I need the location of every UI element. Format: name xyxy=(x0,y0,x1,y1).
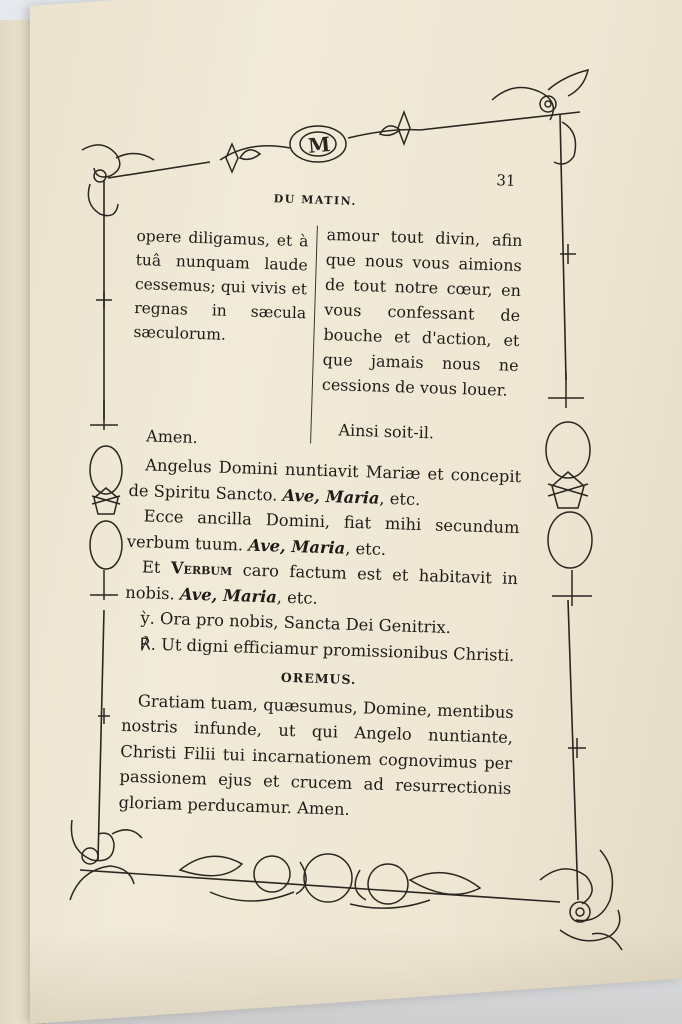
latin-column-text: opere diligamus, et à tuâ nunquam laude cessemus; qui vivis et regnas in sæcula sæculorum. xyxy=(133,226,309,344)
frame-left-rule xyxy=(98,180,104,860)
left-side-ornament xyxy=(90,292,122,724)
verbum-smallcaps: Verbum xyxy=(170,558,233,580)
angelus-verse-3-text-b: caro factum est et habitavit in nobis. xyxy=(125,560,519,604)
angelus-verse-3-text-a: Et xyxy=(141,557,172,578)
etc-2: , etc. xyxy=(344,538,387,559)
ave-maria-1: Ave, Maria xyxy=(282,485,380,508)
right-side-ornament xyxy=(546,244,592,758)
svg-text:M: M xyxy=(307,131,332,158)
closing-prayer: Gratiam tuam, quæsumus, Domine, mentibus nostris infunde, ut qui Angelo nuntiante, Christi Filii tui incarnationem cognovimus per passionem ejus et crucem ad resurrectionis gloriam perducamur. Amen. xyxy=(118,690,515,819)
frame-bottom-rule xyxy=(80,870,560,902)
oremus-heading: OREMUS. xyxy=(280,669,357,688)
latin-amen: Amen. xyxy=(145,426,199,447)
page-number: 31 xyxy=(496,171,516,190)
versicle: ỳ. Ora pro nobis, Sancta Dei Genitrix. xyxy=(140,608,452,638)
ave-maria-2: Ave, Maria xyxy=(248,535,346,558)
response: ℟. Ut digni efficiamur promissionibus Christi. xyxy=(139,633,515,665)
bottom-right-corner-ornament xyxy=(540,850,622,950)
frame-top-rule xyxy=(108,112,580,178)
ave-maria-3: Ave, Maria xyxy=(179,584,278,607)
column-divider xyxy=(310,226,318,444)
angelus-verse-2-text: Ecce ancilla Domini, fiat mihi secundum verbum tuum. xyxy=(126,506,520,555)
french-column-text: amour tout divin, afin que nous vous aimions de tout notre cœur, en vous confessant de bouche et d'action, et que jamais nous ne cessions de vous louer. xyxy=(321,224,523,400)
page-text-block xyxy=(117,171,538,860)
etc-3: , etc. xyxy=(276,587,318,608)
angelus-verse-1-text: Angelus Domini nuntiavit Mariæ et concepit de Spiritu Sancto. xyxy=(128,455,522,505)
french-amen: Ainsi soit-il. xyxy=(338,420,435,443)
bottom-garland-ornament xyxy=(180,854,480,908)
running-header: DU MATIN. xyxy=(273,192,357,208)
etc-1: , etc. xyxy=(379,488,421,509)
angelus-text xyxy=(118,452,521,827)
